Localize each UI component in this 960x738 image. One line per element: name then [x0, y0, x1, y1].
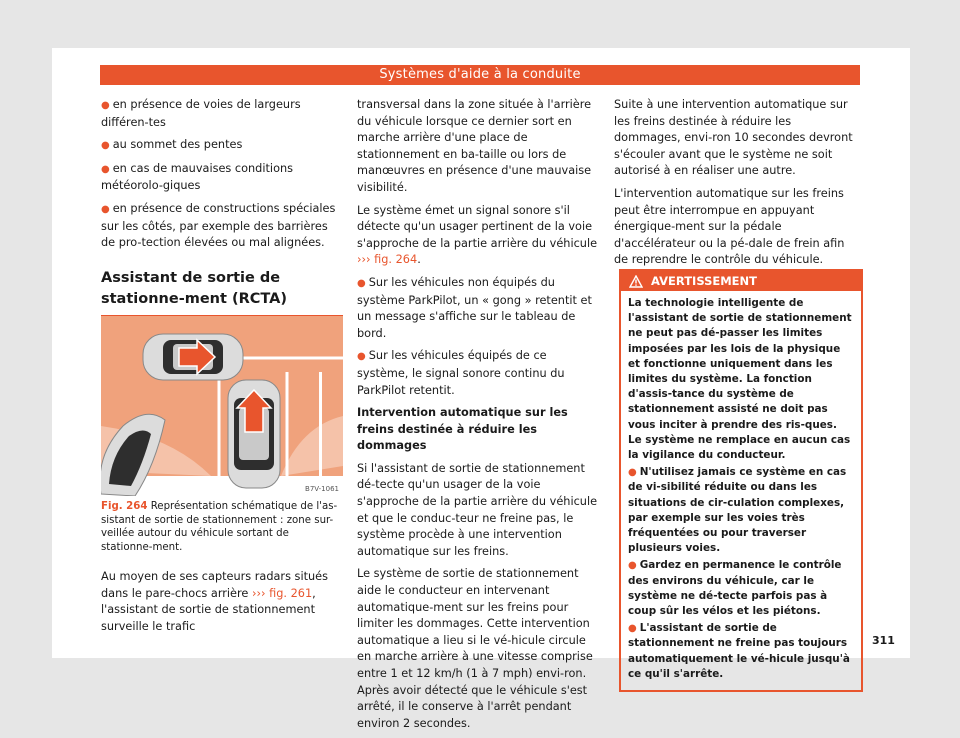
list-item: ● N'utilisez jamais ce système en cas de vi-sibilité réduite ou dans les situations de cir-culation complexes, par exemple sur les voies très fréquentées ou pour traverser plusieurs voies. [628, 466, 847, 555]
warning-body [621, 291, 861, 690]
chapter-header: Systèmes d'aide à la conduite [100, 65, 860, 85]
bullet-icon: ● [101, 100, 110, 111]
warning-header [621, 271, 861, 291]
warning-box [619, 269, 863, 692]
figure-label: Fig. 264 [101, 501, 148, 512]
bullet-icon: ● [101, 203, 110, 215]
page-number: 311 [872, 634, 895, 647]
parking-diagram [101, 316, 343, 496]
list-item: ● Sur les véhicules non équipés du système ParkPilot, un « gong » retentit et un message s'affiche sur le tableau de bord. [357, 275, 592, 340]
paragraph: Le système émet un signal sonore s'il détecte qu'un usager pertinent de la voie s'approche de la partie arrière du véhicule ››› fig. 264. [357, 203, 598, 267]
section-title: Assistant de sortie de stationne-ment (RCTA) [101, 268, 343, 316]
warning-title: AVERTISSEMENT [651, 274, 758, 288]
list-item: ● L'assistant de sortie de stationnement ne freine pas toujours automatiquement le vé-hicule jusqu'à ce qu'il s'arrête. [628, 622, 850, 680]
bullet-icon: ● [628, 623, 637, 635]
figure-264 [101, 316, 343, 496]
bullet-icon: ● [357, 351, 366, 363]
paragraph: transversal dans la zone située à l'arrière du véhicule lorsque ce dernier sort en marche arrière d'une place de stationnement en ba-taille ou lors de manœuvres en présence d'une mauvaise visibilité. [357, 98, 592, 194]
paragraph: L'intervention automatique sur les freins peut être interrompue en appuyant énergique-ment sur la pédale d'accélérateur ou la pé-dale de frein afin de reprendre le contrôle du véhicule. [614, 186, 845, 267]
column-1-paragraph: Au moyen de ses capteurs radars situés dans le pare-chocs arrière ››› fig. 261, l'assistant de sortie de stationnement surveille le trafic [101, 570, 329, 633]
list-item: ● en présence de voies de largeurs différen-tes [101, 98, 301, 129]
figure-link[interactable]: ››› fig. 261 [251, 586, 313, 600]
paragraph: Si l'assistant de sortie de stationnement dé-tecte qu'un usager de la voie s'approche de la partie arrière du véhicule et que le conduc-teur ne freine pas, le système procède à une intervention automatique sur les freins. [357, 461, 598, 558]
list-item: ● en présence de constructions spéciales sur les côtés, par exemple des barrières de pro-tection élevées ou mal alignées. [101, 201, 336, 250]
paragraph: Le système de sortie de stationnement aide le conducteur en intervenant automatique-ment sur les freins pour limiter les dommages. Cette intervention automatique a lieu si le vé-hicule circule en marche arrière à une vitesse comprise entre 1 et 12 km/h (1 à 7 mph) envi-ron. Après avoir détecté que le véhicule s'est arrêté, il le conserve à l'arrêt pendant environ 2 secondes. [357, 567, 593, 730]
warning-triangle-icon [629, 275, 643, 288]
bullet-icon: ● [628, 560, 637, 572]
figure-link[interactable]: ››› fig. 264 [357, 253, 418, 267]
caption-text: Représentation schématique de l'as-sistant de sortie de stationnement : zone sur-veillée autour du véhicule sortant de stationne-ment. [101, 501, 338, 553]
paragraph: Suite à une intervention automatique sur les freins destinée à réduire les dommages, envi-ron 10 secondes devront s'écouler avant que le système ne soit autorisé à en réaliser une autre. [614, 98, 853, 178]
list-item: ● Gardez en permanence le contrôle des environs du véhicule, car le système ne dé-tecte parfois pas à coup sûr les vélos et les piétons. [628, 559, 842, 618]
column-1 [101, 97, 343, 316]
bullet-icon: ● [357, 277, 366, 289]
bullet-icon: ● [101, 163, 110, 175]
column-3 [614, 97, 860, 275]
subheading: Intervention automatique sur les freins destinée à réduire les dommages [357, 406, 568, 453]
figure-code: B7V-1061 [305, 485, 339, 493]
list-item: ● au sommet des pentes [101, 138, 243, 152]
list-item: ● Sur les véhicules équipés de ce système, le signal sonore continu du ParkPilot retentit. [357, 349, 565, 397]
figure-caption [101, 500, 343, 554]
bullet-icon: ● [101, 140, 110, 152]
bullet-icon: ● [628, 467, 637, 479]
column-2 [357, 97, 600, 738]
warning-intro: La technologie intelligente de l'assistant de sortie de stationnement ne peut pas dé-passer les limites imposées par les lois de la physique et fonctionne uniquement dans les limites du système. La fonction d'assis-tance du système de stationnement assisté ne doit pas vous inciter à prendre des ris-ques. Le système ne remplace en aucun cas la vigilance du conducteur. [628, 297, 852, 462]
list-item: ● en cas de mauvaises conditions météorolo-giques [101, 161, 294, 193]
